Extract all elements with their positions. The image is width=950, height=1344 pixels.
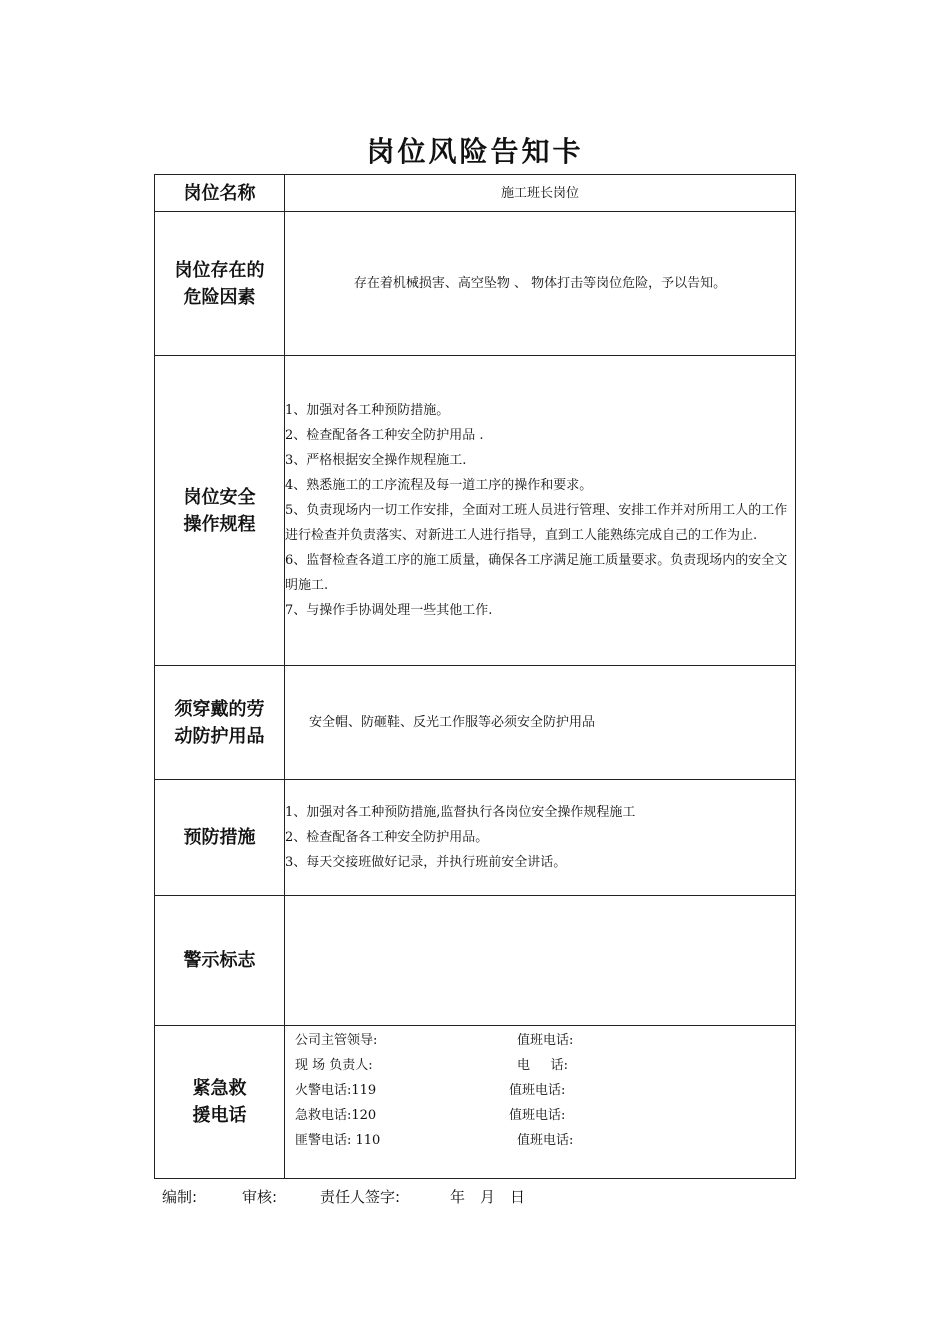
contact-name: 匪警电话: 110	[295, 1133, 381, 1148]
editor-label: 编制:	[162, 1188, 198, 1206]
procedure-item: 1、加强对各工种预防措施。	[285, 403, 450, 418]
ppe-label-line1: 须穿戴的劳	[174, 698, 265, 720]
page-title: 岗位风险告知卡	[366, 135, 584, 168]
post-name-value: 施工班长岗位	[285, 175, 796, 212]
contact-name: 公司主管领导:	[295, 1033, 378, 1048]
contact-phone: 值班电话:	[517, 1033, 574, 1048]
prevention-item: 1、加强对各工种预防措施,监督执行各岗位安全操作规程施工	[285, 805, 636, 820]
warning-label: 警示标志	[155, 896, 285, 1026]
contact-name: 急救电话:120	[295, 1108, 377, 1123]
ppe-label	[155, 666, 285, 780]
post-name-label: 岗位名称	[155, 175, 285, 212]
hazards-label-line1: 岗位存在的	[174, 259, 265, 281]
hazards-label	[155, 212, 285, 356]
ppe-value: 安全帽、防砸鞋、反光工作服等必须安全防护用品	[285, 666, 796, 780]
row-post-name	[155, 175, 796, 212]
procedure-item: 3、严格根据安全操作规程施工.	[285, 453, 467, 468]
emergency-label-line2: 援电话	[192, 1105, 247, 1126]
contact-phone: 值班电话:	[509, 1108, 566, 1123]
procedures-label	[155, 356, 285, 666]
row-hazards	[155, 212, 796, 356]
contact-phone: 电 话:	[517, 1058, 569, 1073]
risk-card-table	[154, 174, 796, 1179]
year-label: 年	[450, 1188, 466, 1206]
contact-name: 现 场 负责人:	[295, 1058, 373, 1073]
hazards-label-line2: 危险因素	[183, 286, 256, 308]
procedure-item: 4、熟悉施工的工序流程及每一道工序的操作和要求。	[285, 478, 593, 493]
ppe-label-line2: 动防护用品	[174, 725, 265, 747]
emergency-label-line1: 紧急救	[192, 1078, 247, 1099]
row-procedures	[155, 356, 796, 666]
signer-label: 责任人签字:	[320, 1188, 401, 1206]
procedures-list	[285, 356, 796, 666]
day-label: 日	[510, 1188, 526, 1206]
prevention-label: 预防措施	[155, 780, 285, 896]
contact-name: 火警电话:119	[295, 1083, 377, 1098]
prevention-list	[285, 780, 796, 896]
month-label: 月	[480, 1188, 496, 1206]
hazards-value: 存在着机械损害、高空坠物 、 物体打击等岗位危险，予以告知。	[285, 212, 796, 356]
procedure-item: 5、负责现场内一切工作安排，全面对工班人员进行管理、安排工作并对所用工人的工作进行检查并负责落实、对新进工人进行指导，直到工人能熟练完成自己的工作为止.	[285, 503, 788, 543]
procedures-label-line2: 操作规程	[183, 513, 256, 535]
prevention-item: 3、每天交接班做好记录，并执行班前安全讲话。	[285, 855, 567, 870]
emergency-label	[155, 1026, 285, 1179]
contact-phone: 值班电话:	[517, 1133, 574, 1148]
emergency-contacts	[285, 1026, 796, 1179]
procedures-label-line1: 岗位安全	[183, 486, 256, 508]
contact-phone: 值班电话:	[509, 1083, 566, 1098]
prevention-item: 2、检查配备各工种安全防护用品。	[285, 830, 489, 845]
reviewer-label: 审核:	[242, 1188, 278, 1206]
procedure-item: 6、监督检查各道工序的施工质量，确保各工序满足施工质量要求。负责现场内的安全文明施工.	[285, 553, 788, 593]
procedure-item: 7、与操作手协调处理一些其他工作.	[285, 603, 493, 618]
row-emergency	[155, 1026, 796, 1179]
procedure-item: 2、检查配备各工种安全防护用品 .	[285, 428, 484, 443]
row-ppe	[155, 666, 796, 780]
row-warning	[155, 896, 796, 1026]
warning-sign-area	[285, 896, 796, 1026]
row-prevention	[155, 780, 796, 896]
